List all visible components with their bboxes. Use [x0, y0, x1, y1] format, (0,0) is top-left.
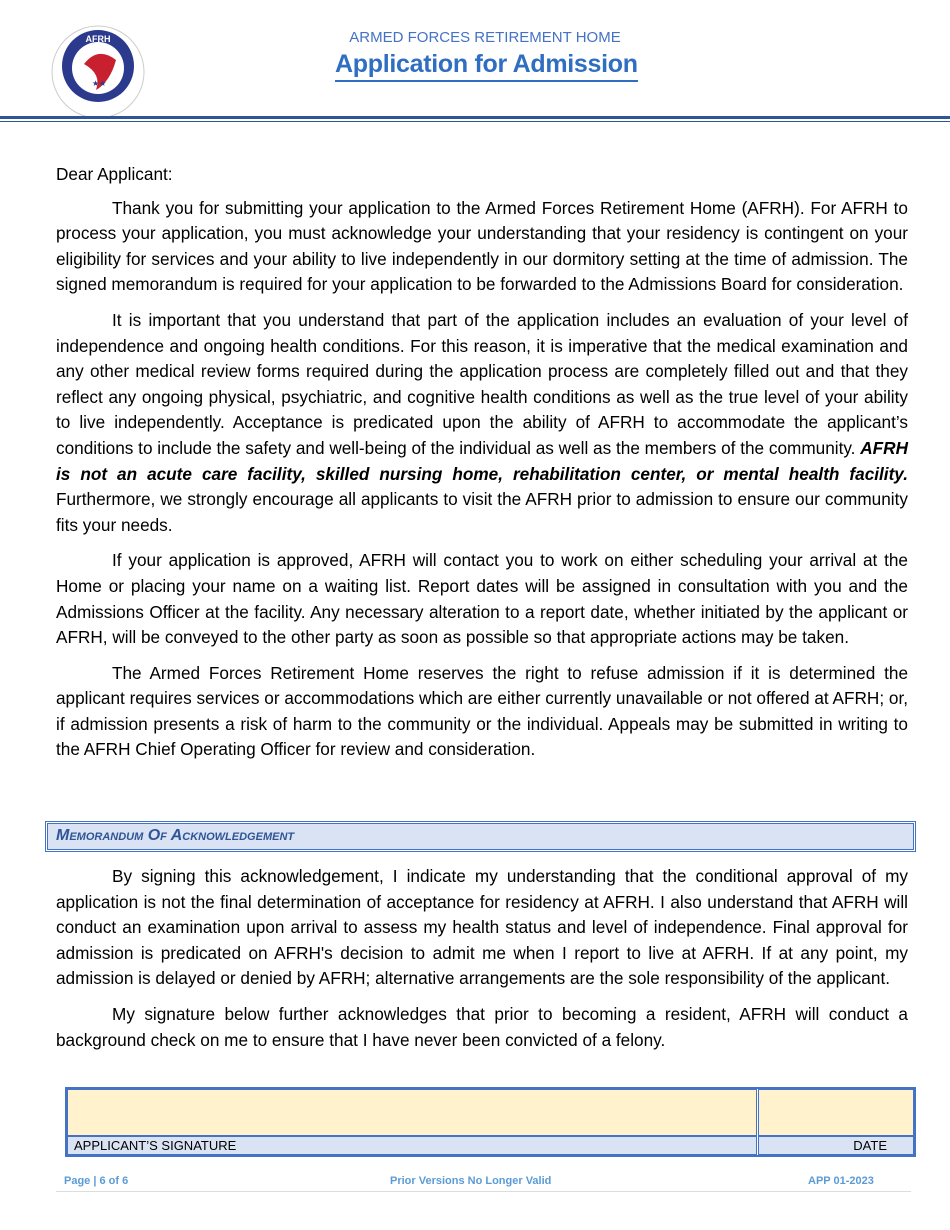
svg-text:AFRH: AFRH — [85, 34, 111, 44]
memorandum-heading: Memorandum Of Acknowledgement — [56, 827, 295, 844]
date-label: DATE — [758, 1136, 914, 1155]
form-id: APP 01-2023 — [808, 1175, 874, 1187]
footer — [56, 1175, 911, 1192]
header-rule — [0, 116, 950, 119]
paragraph: My signature below further acknowledges that prior to becoming a resident, AFRH will conduct a background check on me to ensure that I have never been convicted of a felony. — [56, 1003, 908, 1050]
paragraph: Thank you for submitting your application to the Armed Forces Retirement Home (AFRH). For AFRH to process your application, you must acknowledge your understanding that your residency is contingent on your eligibility for services and your ability to live independently in our dormitory setting at the time of admission. The signed memorandum is required for your application to be forwarded to the Admissions Board for consideration. — [56, 197, 908, 295]
signature-table — [65, 1087, 916, 1157]
paragraph: The Armed Forces Retirement Home reserves the right to refuse admission if it is determined the applicant requires services or accommodations which are either currently unavailable or not offered at AFRH; or, if admission presents a risk of harm to the community or the individual. Appeals may be submitted in writing to the AFRH Chief Operating Officer for review and consideration. — [56, 662, 908, 760]
memorandum-body — [56, 864, 908, 1063]
paragraph: By signing this acknowledgement, I indicate my understanding that the conditional approval of my application is not the final determination of acceptance for residency at AFRH. I also understand that AFRH will conduct an examination upon arrival to assess my health status and level of independence. Final approval for admission is predicated on AFRH's decision to admit me when I report to live at AFRH. If at any point, my admission is delayed or denied by AFRH; alternative arrangements are the sole responsibility of the applicant. — [56, 866, 908, 989]
version-notice: Prior Versions No Longer Valid — [390, 1175, 552, 1187]
signature-field[interactable] — [67, 1089, 757, 1136]
paragraph-text: Furthermore, we strongly encourage all applicants to visit the AFRH prior to admission to ensure our community fits your needs. — [56, 489, 908, 535]
paragraph-text: It is important that you understand that part of the application includes an evaluation of your level of independence and ongoing health conditions. For this reason, it is imperative that the medical examination and any other medical review forms required during the application process are completely filled out and that they reflect any ongoing physical, psychiatric, and cognitive health conditions as well as the true level of your ability to live independently. Acceptance is predicated upon the ability of AFRH to accommodate the applicant’s conditions to include the safety and well-being of the individual as well as the members of the community. — [56, 309, 908, 458]
organization-name: ARMED FORCES RETIREMENT HOME — [349, 29, 621, 46]
letter-body — [56, 162, 908, 773]
page-title: Application for Admission — [335, 50, 638, 82]
memorandum-heading-bar — [45, 821, 916, 852]
emphasis-text: AFRH is not an acute care facility, skilled nursing home, rehabilitation center, or mental health facility. — [56, 437, 908, 484]
page-number: Page | 6 of 6 — [64, 1175, 129, 1187]
date-field[interactable] — [758, 1089, 914, 1136]
header-rule-thin — [0, 121, 950, 122]
signature-label: APPLICANT’S SIGNATURE — [67, 1136, 757, 1155]
svg-text:★★: ★★ — [92, 79, 107, 88]
paragraph: If your application is approved, AFRH will contact you to work on either scheduling your arrival at the Home or placing your name on a waiting list. Report dates will be assigned in consultation with you and the Admissions Officer at the facility. Any necessary alteration to a report date, whether initiated by the applicant or AFRH, will be conveyed to the other party as soon as possible so that appropriate actions may be taken. — [56, 550, 908, 648]
paragraph — [56, 308, 908, 538]
salutation: Dear Applicant: — [56, 164, 173, 184]
